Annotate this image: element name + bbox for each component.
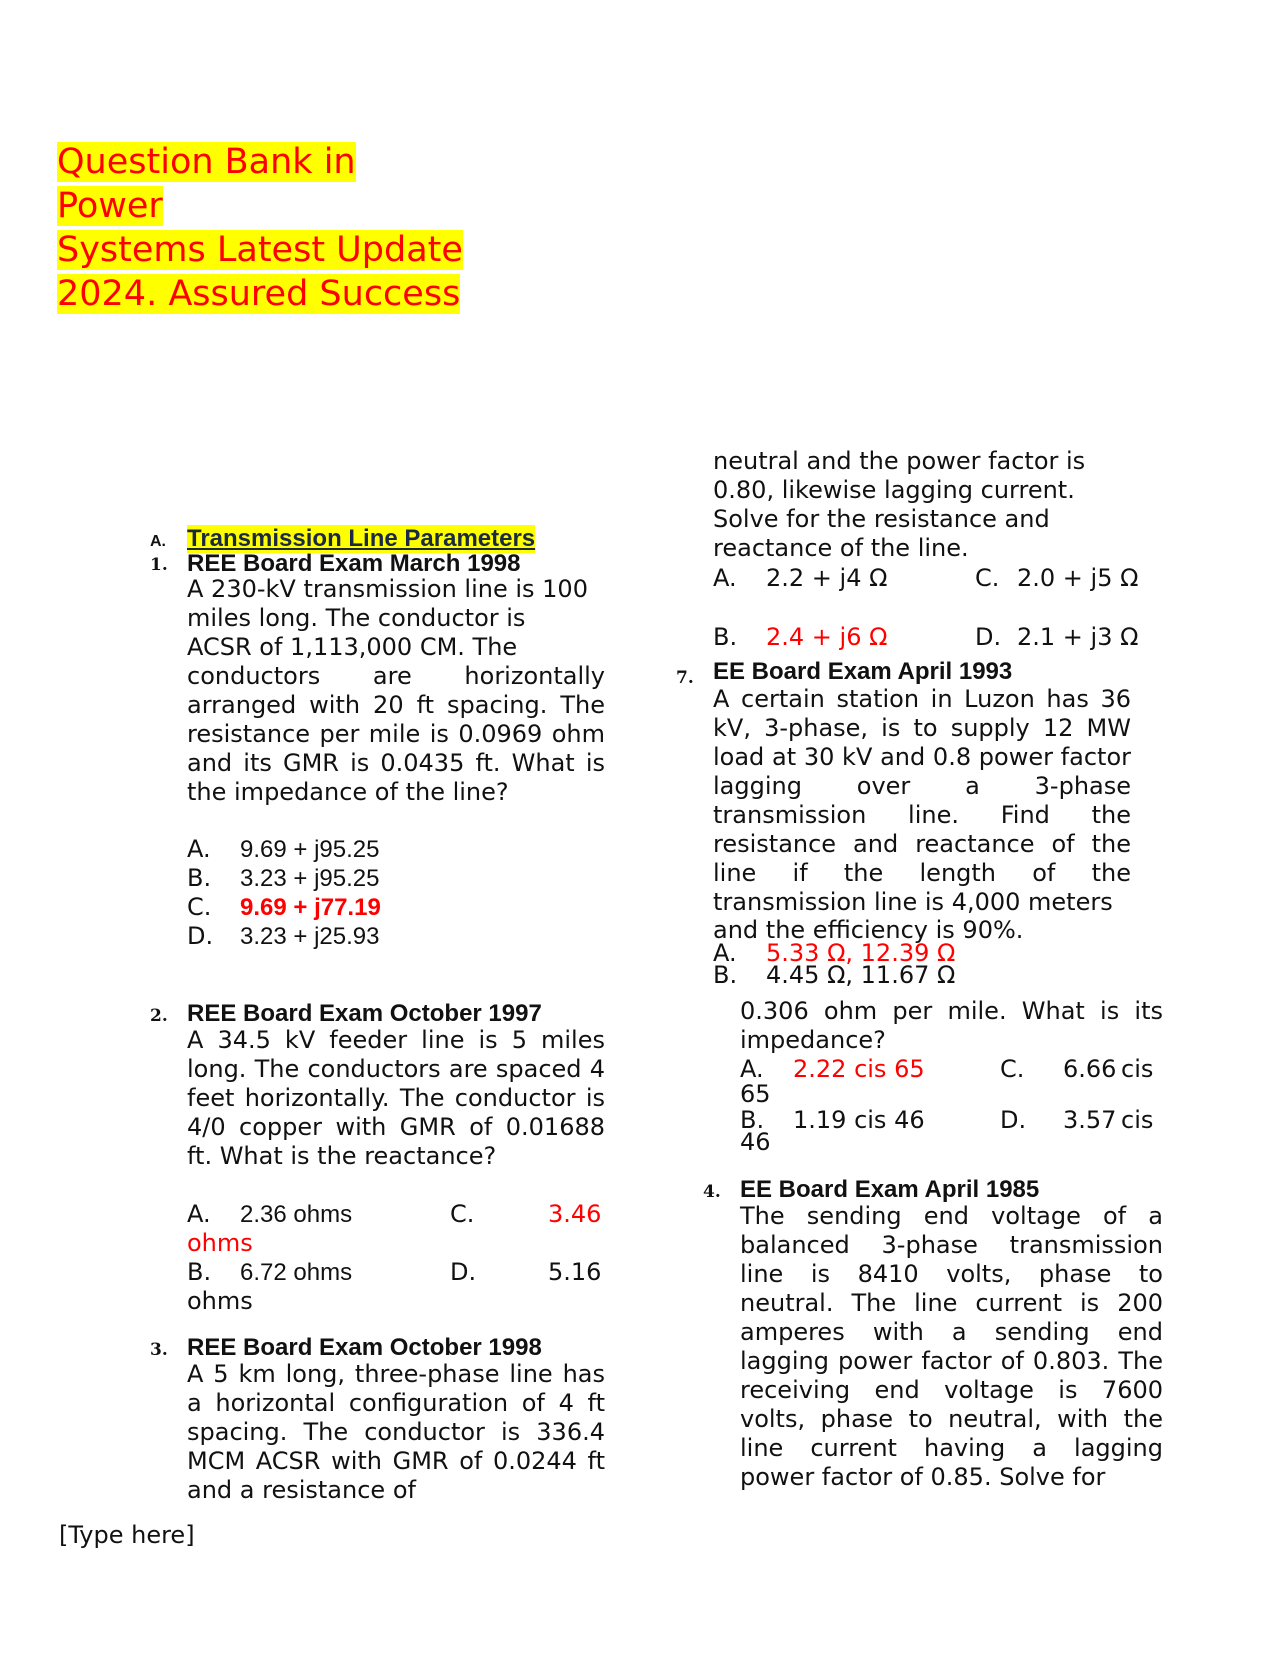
q3-choice-d-rest: cis: [1121, 1106, 1154, 1134]
question-1-body: conductors are horizontally arranged with 20 ft spacing. The resistance per mile is 0.0969 ohm and its GMR is 0.0435 ft. What is the impedance of the line?: [187, 662, 605, 806]
q6-choice-b-text: 2.4 + j6 Ω: [766, 623, 888, 651]
question-1-heading: REE Board Exam March 1998: [187, 550, 521, 577]
q6-line-2: 0.80, likewise lagging current.: [713, 476, 1075, 504]
q6-choice-d-text: 2.1 + j3 Ω: [1017, 623, 1139, 651]
q6-choice-a: [713, 564, 888, 593]
q1-choice-d-label: D.: [187, 922, 214, 950]
question-4-body: The sending end voltage of a balanced 3-phase transmission line is 8410 volts, phase to neutral. The line current is 200 amperes with a sending end lagging power factor of 0.803. The receiving end voltage is 7600 volts, phase to neutral, with the line current having a lagging power factor of 0.85. Solve for: [740, 1202, 1163, 1491]
q3-choice-c-rest: cis: [1121, 1055, 1154, 1083]
q1-choice-d-text: 3.23 + j25.93: [240, 923, 380, 950]
q3-choice-d-text: 3.57: [1063, 1106, 1117, 1134]
q2-choice-d-label: D.: [450, 1258, 477, 1286]
question-7-body: A certain station in Luzon has 36 kV, 3-phase, is to supply 12 MW load at 30 kV and 0.8 power factor lagging over a 3-phase transmission line. Find the resistance and reactance of the line if the length of the transmission line is 4,000 meters: [713, 685, 1131, 916]
q2-choice-a: [187, 1200, 353, 1229]
q2-choice-d: [450, 1258, 602, 1287]
q3-choice-b-label: B.: [740, 1106, 765, 1134]
q2-choice-d-text: 5.16: [548, 1258, 602, 1286]
q6-line-1: neutral and the power factor is: [713, 447, 1086, 475]
q6-choice-c-text: 2.0 + j5 Ω: [1017, 564, 1139, 592]
q2-choice-a-text: 2.36 ohms: [240, 1201, 353, 1228]
q1-choice-c-label: C.: [187, 893, 212, 921]
question-7-number: 7.: [676, 668, 694, 688]
q2-choice-c: [450, 1200, 602, 1229]
question-3-body: A 5 km long, three-phase line has a horizontal configuration of 4 ft spacing. The conductor is 336.4 MCM ACSR with GMR of 0.0244 ft and a resistance of: [187, 1360, 605, 1504]
q2-choice-c-text: 3.46: [548, 1200, 602, 1228]
question-1-line-1: A 230-kV transmission line is 100: [187, 575, 588, 603]
question-2-number: 2.: [150, 1006, 168, 1026]
title-line-1: Question Bank in Power: [57, 142, 356, 226]
q3-choice-c-text: 6.66: [1063, 1055, 1117, 1083]
q6-choice-d: [975, 623, 1139, 652]
question-3-heading: REE Board Exam October 1998: [187, 1334, 542, 1361]
question-4-number: 4.: [703, 1182, 721, 1202]
q3-choice-c-label: C.: [1000, 1055, 1025, 1083]
q1-choice-b-text: 3.23 + j95.25: [240, 865, 380, 892]
q6-line-4: reactance of the line.: [713, 534, 969, 562]
q6-line-3: Solve for the resistance and: [713, 505, 1050, 533]
q1-choice-a: [187, 835, 380, 864]
q2-choice-b-text: 6.72 ohms: [240, 1259, 353, 1286]
q2-choice-a-label: A.: [187, 1200, 211, 1228]
question-1-line-2: miles long. The conductor is: [187, 604, 526, 632]
q7-choice-b-text: 4.45 Ω, 11.67 Ω: [766, 961, 956, 989]
q6-choice-b-label: B.: [713, 623, 738, 651]
section-heading: [150, 525, 536, 556]
q1-choice-b-label: B.: [187, 864, 212, 892]
q3-choice-d-label: D.: [1000, 1106, 1027, 1134]
q7-choice-a-text: 5.33 Ω, 12.39 Ω: [766, 939, 956, 967]
document-title: [57, 140, 467, 316]
footer-placeholder: [Type here]: [59, 1521, 195, 1549]
q7-choice-a-label: A.: [713, 939, 737, 967]
q6-choice-c-label: C.: [975, 564, 1000, 592]
question-1-text: [187, 575, 605, 807]
section-title: Transmission Line Parameters: [187, 525, 536, 552]
question-3-continuation: 0.306 ohm per mile. What is its impedance?: [740, 997, 1163, 1054]
q7-choice-b-label: B.: [713, 961, 738, 989]
question-7-heading: EE Board Exam April 1993: [713, 658, 1013, 685]
title-line-3: 2024. Assured Success: [57, 274, 461, 314]
title-line-2: Systems Latest Update: [57, 230, 463, 270]
q6-choice-a-text: 2.2 + j4 Ω: [766, 564, 888, 592]
q2-choice-b: [187, 1258, 353, 1287]
q6-choice-b: [713, 623, 888, 652]
question-1-number: 1.: [150, 555, 168, 575]
q3-choice-d: [1000, 1106, 1154, 1134]
q6-choice-d-label: D.: [975, 623, 1002, 651]
q2-choice-d-unit: ohms: [187, 1287, 253, 1315]
q2-choice-b-label: B.: [187, 1258, 212, 1286]
question-6-continuation: [713, 447, 1133, 563]
question-1-line-3: ACSR of 1,113,000 CM. The: [187, 633, 518, 661]
q3-choice-d-wrap: 46: [740, 1128, 771, 1156]
q3-choice-c-wrap: 65: [740, 1080, 771, 1108]
question-4-heading: EE Board Exam April 1985: [740, 1176, 1040, 1203]
question-7-last-line: and the efficiency is 90%.: [713, 916, 1024, 944]
q1-choice-b: [187, 864, 380, 893]
q7-choice-b: [713, 961, 956, 989]
q1-choice-a-label: A.: [187, 835, 211, 863]
question-3-number: 3.: [150, 1340, 168, 1360]
q1-choice-c-text: 9.69 + j77.19: [240, 894, 381, 921]
q2-choice-c-label: C.: [450, 1200, 475, 1228]
q3-choice-c: [1000, 1055, 1154, 1084]
q1-choice-c: [187, 893, 381, 922]
q3-choice-a-text: 2.22 cis 65: [793, 1055, 925, 1083]
q3-choice-b-text: 1.19 cis 46: [793, 1106, 925, 1134]
q2-choice-c-unit: ohms: [187, 1229, 253, 1257]
question-2-heading: REE Board Exam October 1997: [187, 1000, 542, 1027]
q3-choice-a-label: A.: [740, 1055, 764, 1083]
q6-choice-a-label: A.: [713, 564, 737, 592]
q1-choice-d: [187, 922, 380, 951]
q6-choice-c: [975, 564, 1139, 593]
q1-choice-a-text: 9.69 + j95.25: [240, 836, 380, 863]
section-letter: A.: [150, 533, 166, 550]
question-2-body: A 34.5 kV feeder line is 5 miles long. The conductors are spaced 4 feet horizontally. The conductor is 4/0 copper with GMR of 0.01688 ft. What is the reactance?: [187, 1026, 605, 1170]
